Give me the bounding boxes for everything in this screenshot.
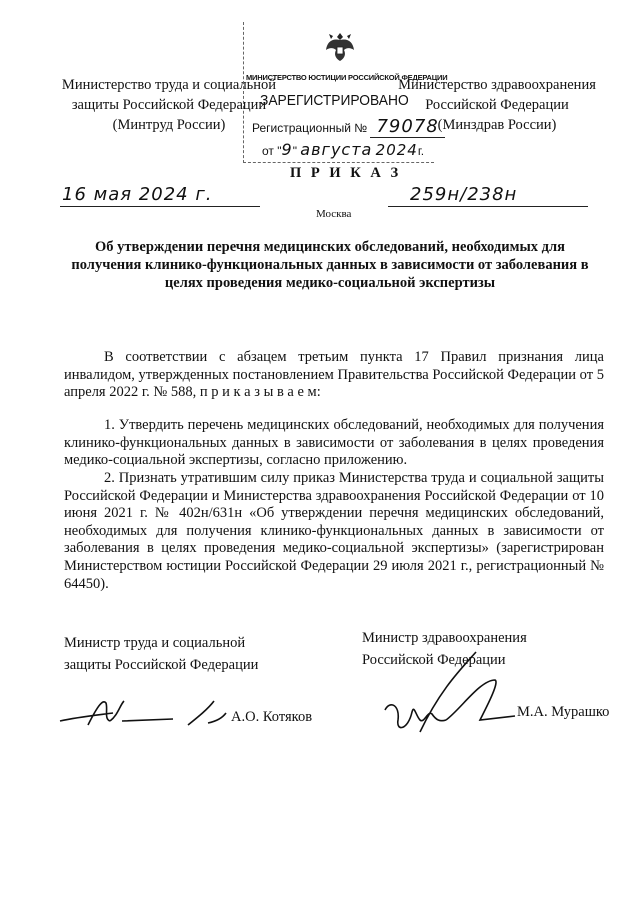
- stamp-reg-number-row: [252, 116, 445, 137]
- stamp-date-suffix: г.: [417, 144, 425, 158]
- signature-right-name: М.А. Мурашко: [517, 704, 610, 720]
- signature-left-scribble: [58, 695, 228, 735]
- header-left-line: защиты Российской Федерации: [71, 97, 267, 113]
- stamp-date-month: августа: [300, 140, 373, 159]
- header-left-line: (Минтруд России): [112, 117, 226, 133]
- order-title: П Р И К А З: [290, 165, 402, 181]
- stamp-date-year: 2024: [375, 141, 418, 159]
- signature-right-title-line: Министр здравоохранения: [362, 630, 527, 646]
- order-city: Москва: [316, 208, 352, 220]
- header-right-line: Российской Федерации: [425, 97, 569, 113]
- stamp-date-prefix: от ": [262, 144, 282, 158]
- paragraph-item-2: 2. Признать утратившим силу приказ Министерства труда и социальной защиты Российской Федерации и Министерства здравоохранения Российской Федерации от 10 июня 2021 г. № 402н/631н «Об утверждении перечня медицинских обследований, необходимых для получения клинико-функциональных данных в зависимости от заболевания в целях проведения медико-социальной экспертизы» (зарегистрирован Министерством юстиции Российской Федерации 29 июля 2021 г., регистрационный № 64450).: [64, 470, 604, 592]
- signature-left-title-line: защиты Российской Федерации: [64, 657, 259, 673]
- stamp-date-mid: ": [292, 144, 297, 158]
- stamp-date-day: 9: [281, 140, 293, 159]
- document-heading: Об утверждении перечня медицинских обследований, необходимых для получения клинико-функциональных данных в зависимости от заболевания в целях проведения медико-социальной экспертизы: [71, 239, 589, 291]
- header-right-line: Министерство здравоохранения: [398, 77, 596, 93]
- stamp-date-row: [262, 140, 424, 159]
- order-date: 16 мая 2024 г.: [62, 184, 213, 205]
- order-date-underline: [60, 206, 260, 207]
- paragraph-item-1: 1. Утвердить перечень медицинских обследований, необходимых для получения клинико-функциональных данных в зависимости от заболевания в целях проведения медико-социальной экспертизы, согласно приложению.: [64, 417, 604, 469]
- signature-right-title-line: Российской Федерации: [362, 652, 506, 668]
- header-left-line: Министерство труда и социальной: [61, 77, 277, 93]
- signature-left-title-line: Министр труда и социальной: [64, 635, 246, 651]
- signature-left-name: А.О. Котяков: [231, 709, 313, 725]
- stamp-reg-number: 79078: [370, 116, 444, 138]
- registration-stamp: [243, 22, 448, 163]
- stamp-ministry: МИНИСТЕРСТВО ЮСТИЦИИ РОССИЙСКОЙ ФЕДЕРАЦИИ: [246, 73, 448, 82]
- signature-right-scribble: [380, 650, 520, 740]
- stamp-reg-label: Регистрационный №: [252, 121, 368, 135]
- stamp-registered: ЗАРЕГИСТРИРОВАНО: [260, 92, 409, 109]
- paragraph-preamble: В соответствии с абзацем третьим пункта 17 Правил признания лица инвалидом, утвержденных постановлением Правительства Российской Федерации от 5 апреля 2022 г. № 588, п р и к а з ы в а е м:: [64, 349, 604, 401]
- order-number: 259н/238н: [410, 184, 518, 205]
- signature-left-title: [64, 632, 258, 676]
- header-right-line: (Минздрав России): [437, 117, 557, 133]
- order-number-underline: [388, 206, 588, 207]
- emblem-icon: [324, 30, 356, 64]
